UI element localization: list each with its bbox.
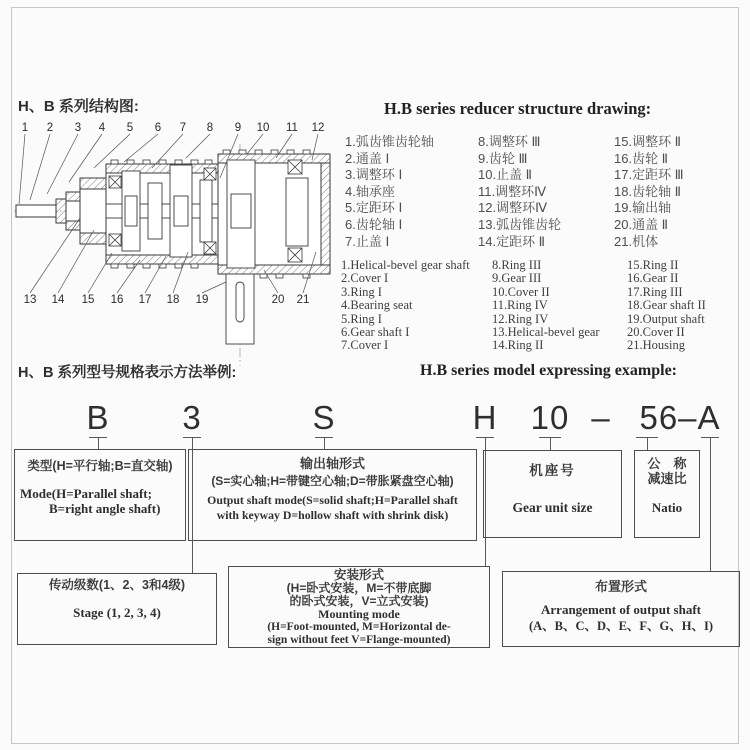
box-mounting-title-zh: 安装形式 — [333, 568, 384, 582]
part-item: 1.Helical-bevel gear shaft — [341, 258, 470, 272]
part-item: 4.Bearing seat — [341, 298, 413, 313]
box-mounting-en1: (H=Foot-mounted, M=Horizontal de- — [267, 621, 451, 633]
box-arrangement-en2: (A、B、C、D、E、F、G、H、I) — [528, 619, 714, 633]
part-item: 7.Cover I — [341, 338, 389, 353]
part-item: 10.Cover II — [492, 284, 550, 299]
part-item: 12.调整环Ⅳ — [478, 200, 548, 216]
parts-list-en-col2 — [492, 259, 600, 353]
box-arrangement-zh: 布置形式 — [594, 579, 647, 594]
part-item: 5.Ring I — [341, 311, 382, 326]
part-item: 1.弧齿锥齿轮轴 — [345, 134, 434, 149]
callout-7: 7 — [179, 122, 187, 134]
box-mounting-title-en: Mounting mode — [318, 607, 400, 621]
callout-21: 21 — [296, 294, 310, 306]
part-item: 8.Ring III — [492, 258, 542, 272]
callout-12: 12 — [311, 122, 325, 134]
box-ratio-en: Natio — [651, 500, 683, 515]
model-code-dash: – — [591, 399, 611, 436]
callout-15: 15 — [81, 294, 95, 306]
box-ratio-zh2: 减速比 — [647, 471, 687, 486]
callout-14: 14 — [51, 294, 65, 306]
structure-title-en: H.B series reducer structure drawing: — [384, 99, 652, 118]
box-type-en2: B=right angle shaft) — [49, 501, 161, 516]
part-item: 10.止盖 Ⅱ — [478, 167, 533, 183]
box-output-en1: Output shaft mode(S=solid shaft;H=Parallel shaft — [207, 493, 458, 507]
part-item: 14.Ring II — [492, 338, 544, 353]
part-item: 9.Gear III — [492, 271, 542, 286]
part-item: 19.输出轴 — [614, 200, 672, 216]
box-size-en: Gear unit size — [512, 500, 593, 515]
parts-list-en-col3 — [627, 259, 706, 353]
callout-4: 4 — [98, 122, 106, 134]
box-type-zh: 类型(H=平行轴;B=直交轴) — [27, 459, 173, 473]
parts-list-zh-col3 — [614, 134, 684, 250]
box-output-shaft-mode — [188, 449, 477, 541]
callout-11: 11 — [286, 122, 298, 134]
part-item: 14.定距环 Ⅱ — [478, 233, 546, 249]
box-stage — [17, 573, 217, 645]
part-item: 4.轴承座 — [345, 183, 395, 199]
part-item: 6.Gear shaft I — [341, 325, 410, 340]
box-type — [14, 449, 186, 541]
box-type-en1: Mode(H=Parallel shaft; — [20, 486, 152, 501]
box-mounting-en2: sign without feet V=Flange-mounted) — [267, 634, 451, 646]
part-item: 9.齿轮 Ⅲ — [478, 150, 528, 166]
box-arrangement — [502, 571, 740, 647]
callout-17: 17 — [138, 294, 152, 306]
model-code-mount: H — [472, 399, 498, 436]
part-item: 16.齿轮 Ⅱ — [614, 150, 669, 166]
callout-8: 8 — [206, 122, 214, 134]
part-item: 21.Housing — [627, 338, 685, 353]
part-item: 2.Cover I — [341, 271, 389, 286]
box-output-title-zh: 输出轴形式 — [299, 456, 365, 471]
box-arrangement-en1: Arrangement of output shaft — [541, 602, 701, 617]
box-output-zh: (S=实心轴;H=带键空心轴;D=带胀紧盘空心轴) — [211, 474, 454, 488]
output-shaft-keyway — [236, 282, 244, 322]
connector-line — [710, 438, 711, 572]
part-item: 5.定距环 Ⅰ — [345, 200, 403, 216]
part-item: 3.Ring I — [341, 284, 382, 299]
model-code-shaft: S — [312, 399, 336, 436]
callout-19: 19 — [195, 294, 209, 306]
reducer-structure-drawing — [14, 120, 340, 372]
part-item: 11.Ring IV — [492, 298, 548, 313]
part-item: 2.通盖 Ⅰ — [345, 150, 390, 166]
callout-18: 18 — [166, 294, 180, 306]
part-item: 8.调整环 Ⅲ — [478, 134, 541, 149]
part-item: 19.Output shaft — [627, 311, 705, 326]
model-code-stage: 3 — [182, 399, 202, 436]
part-item: 6.齿轮轴 Ⅰ — [345, 216, 403, 232]
model-code-ratio-arrangement: 56–A — [639, 399, 721, 436]
box-mounting-mode — [228, 566, 490, 648]
box-mounting-zh1: (H=卧式安装，M=不带底脚 — [286, 581, 432, 595]
part-item: 13.Helical-bevel gear — [492, 325, 600, 340]
callout-9: 9 — [234, 122, 242, 134]
box-ratio-zh1: 公 称 — [647, 456, 687, 471]
parts-list-zh-col1 — [345, 134, 434, 250]
callout-6: 6 — [154, 122, 162, 134]
callout-1: 1 — [21, 122, 29, 134]
callout-2: 2 — [46, 122, 54, 134]
part-item: 17.Ring III — [627, 284, 683, 299]
callout-20: 20 — [271, 294, 285, 306]
structure-title-zh: H、B 系列结构图: — [18, 98, 139, 115]
callout-13: 13 — [23, 294, 37, 306]
box-mounting-zh2: 的卧式安装，V=立式安装) — [289, 594, 429, 608]
part-item: 18.Gear shaft II — [627, 298, 706, 313]
part-item: 20.通盖 Ⅱ — [614, 216, 669, 232]
box-stage-zh: 传动级数(1、2、3和4级) — [48, 578, 186, 592]
part-item: 15.调整环 Ⅱ — [614, 134, 682, 149]
part-item: 17.定距环 Ⅲ — [614, 167, 684, 183]
box-gear-unit-size — [483, 450, 622, 538]
part-item: 11.调整环Ⅳ — [478, 183, 547, 199]
part-item: 12.Ring IV — [492, 311, 549, 326]
parts-list-zh-col2 — [478, 134, 561, 250]
part-item: 13.弧齿锥齿轮 — [478, 216, 562, 232]
callout-3: 3 — [74, 122, 82, 134]
model-code-size: 10 — [530, 399, 570, 436]
part-item: 15.Ring II — [627, 258, 679, 272]
part-item: 7.止盖 Ⅰ — [345, 233, 390, 249]
box-stage-en: Stage (1, 2, 3, 4) — [73, 605, 161, 620]
parts-list-en-col1 — [341, 259, 470, 353]
callout-16: 16 — [110, 294, 124, 306]
part-item: 20.Cover II — [627, 325, 685, 340]
box-size-zh: 机座号 — [529, 463, 576, 478]
part-item: 18.齿轮轴 Ⅱ — [614, 183, 682, 199]
model-title-en: H.B series model expressing example: — [420, 362, 678, 379]
callout-5: 5 — [126, 122, 134, 134]
part-item: 16.Gear II — [627, 271, 679, 286]
model-code-type: B — [86, 399, 110, 436]
box-output-en2: with keyway D=hollow shaft with shrink disk) — [216, 508, 449, 522]
part-item: 3.调整环 Ⅰ — [345, 167, 403, 183]
part-item: 21.机体 — [614, 233, 659, 249]
model-title-zh: H、B 系列型号规格表示方法举例: — [18, 365, 237, 381]
callout-10: 10 — [256, 122, 270, 134]
box-ratio — [634, 450, 700, 538]
